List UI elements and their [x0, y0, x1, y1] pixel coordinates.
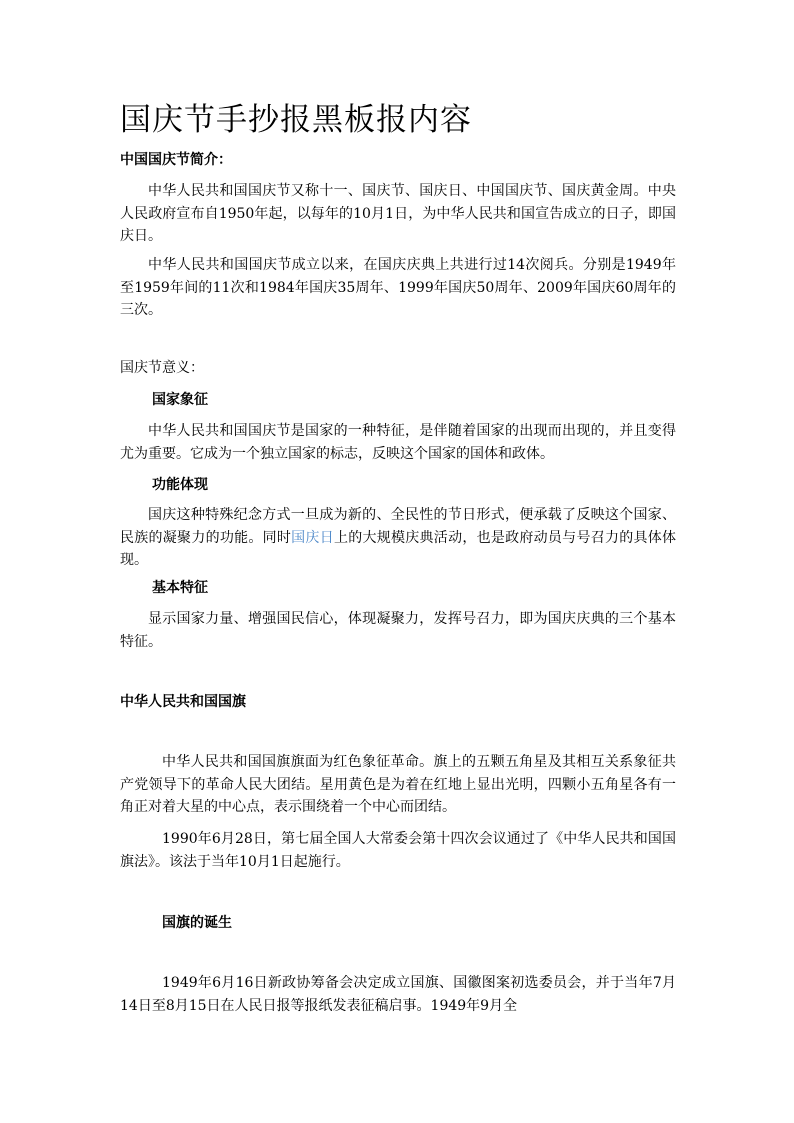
document-title: 国庆节手抄报黑板报内容 [120, 102, 472, 138]
function-paragraph [120, 504, 676, 572]
flag-heading: 中华人民共和国国旗 [120, 694, 246, 710]
birth-paragraph-1: 1949年6月16日新政协筹备会决定成立国旗、国徽图案初选委员会，并于当年7月14日至8月15日在人民日报等报纸发表征稿启事。1949年9月全 [120, 975, 676, 1014]
intro-paragraph-1: 中华人民共和国国庆节又称十一、国庆节、国庆日、中国国庆节、国庆黄金周。中央人民政府宣布自1950年起，以每年的10月1日，为中华人民共和国宣告成立的日子，即国庆日。 [120, 183, 676, 244]
birth-heading: 国旗的诞生 [162, 915, 232, 931]
intro-heading: 中国国庆节简介： [120, 152, 232, 168]
features-heading: 基本特征 [152, 580, 208, 596]
function-text-before: 国庆这种特殊纪念方式一旦成为新的、全民性的节日形式，便承载了反映这个国家、民族的凝聚力的功能。同时 [120, 507, 676, 546]
function-heading: 功能体现 [152, 477, 208, 493]
symbol-heading: 国家象征 [152, 392, 208, 408]
symbol-paragraph: 中华人民共和国国庆节是国家的一种特征，是伴随着国家的出现而出现的，并且变得尤为重要。它成为一个独立国家的标志，反映这个国家的国体和政体。 [120, 423, 676, 462]
meaning-heading: 国庆节意义： [120, 360, 204, 376]
flag-paragraph-1: 中华人民共和国国旗旗面为红色象征革命。旗上的五颗五角星及其相互关系象征共产党领导下的革命人民大团结。星用黄色是为着在红地上显出光明，四颗小五角星各有一角正对着大星的中心点，表示围绕着一个中心而团结。 [120, 754, 676, 815]
national-day-link[interactable]: 国庆日 [291, 529, 334, 546]
function-text-after: 上的大规模庆典活动，也是政府动员与号召力的具体体现。 [120, 529, 677, 568]
intro-paragraph-2: 中华人民共和国国庆节成立以来，在国庆庆典上共进行过14次阅兵。分别是1949年至1959年间的11次和1984年国庆35周年、1999年国庆50周年、2009年国庆60周年的三次。 [120, 257, 676, 318]
flag-paragraph-2: 1990年6月28日，第七届全国人大常委会第十四次会议通过了《中华人民共和国国旗法》。该法于当年10月1日起施行。 [120, 831, 676, 870]
features-paragraph: 显示国家力量、增强国民信心，体现凝聚力，发挥号召力，即为国庆庆典的三个基本特征。 [120, 611, 676, 650]
